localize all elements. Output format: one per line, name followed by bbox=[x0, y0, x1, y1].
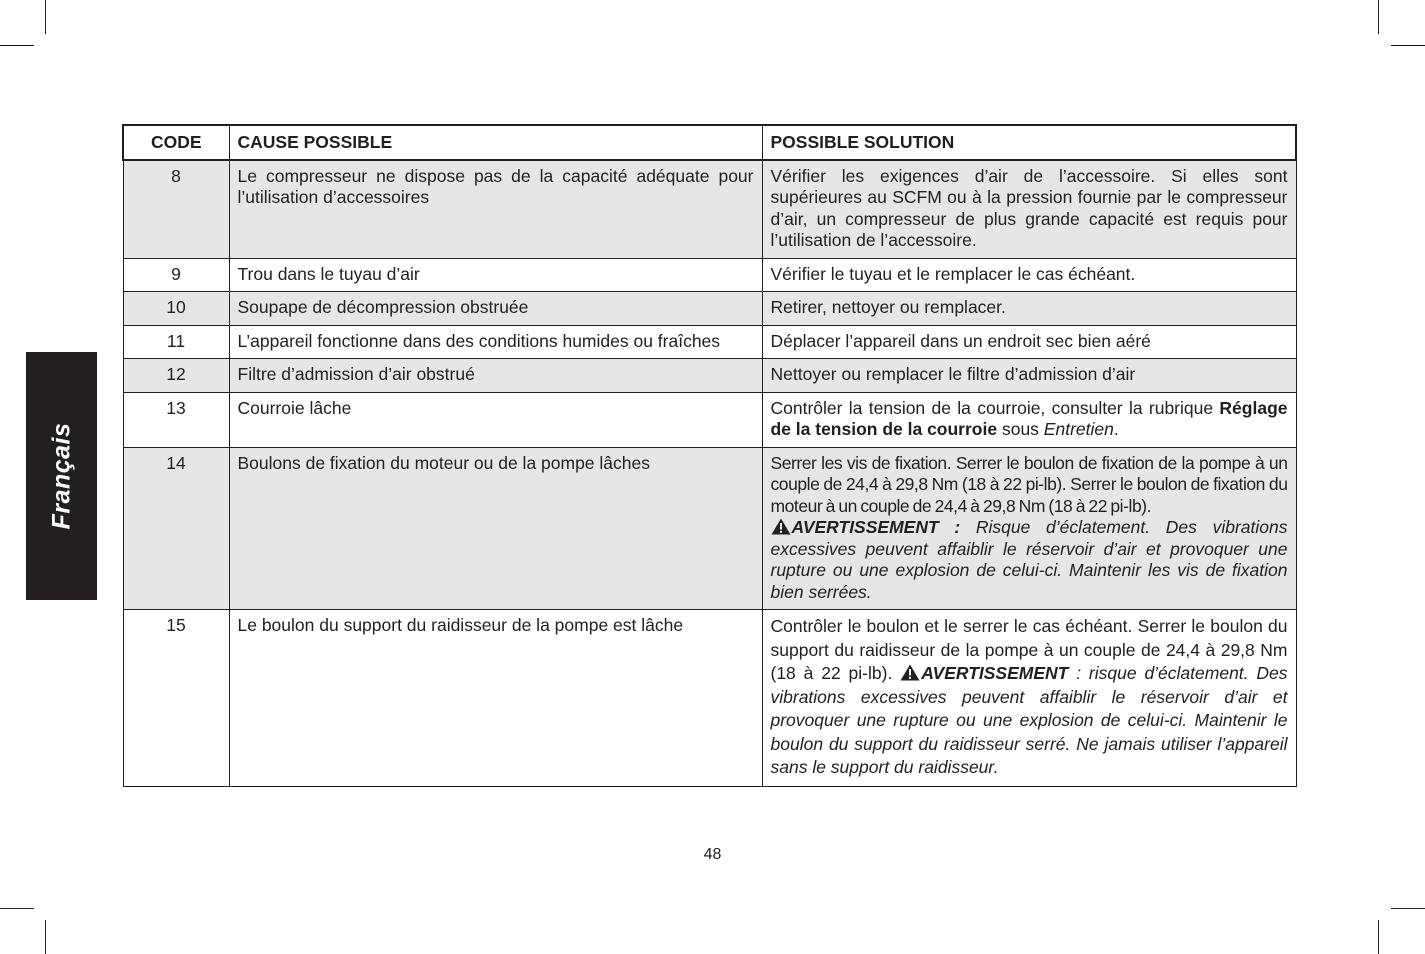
row-code: 12 bbox=[123, 359, 229, 393]
solution-text: . bbox=[1113, 419, 1119, 439]
row-code: 9 bbox=[123, 258, 229, 292]
warning-text: Risque d’éclatement. Des vibrations excessives peuvent affaiblir le réservoir d’air et provoquer une rupture ou une explosion de celui-ci. Maintenir les vis de fixation bien serrées. bbox=[770, 517, 1288, 602]
header-cause: CAUSE POSSIBLE bbox=[229, 125, 762, 160]
row-code: 14 bbox=[123, 447, 229, 610]
solution-text: sous bbox=[997, 419, 1044, 439]
row-solution: Déplacer l’appareil dans un endroit sec bien aéré bbox=[762, 325, 1296, 359]
row-cause: Le compresseur ne dispose pas de la capacité adéquate pour l’utilisation d’accessoires bbox=[229, 160, 762, 259]
troubleshooting-table bbox=[122, 124, 1297, 787]
solution-text: Serrer les vis de fixation. Serrer le boulon de fixation de la pompe à un couple de 24,4 à 29,8 Nm (18 à 22 pi-lb). Serrer le boulon de fixation du moteur à un couple de 24,4 à 29,8 Nm (18 à 22 pi-lb). bbox=[770, 452, 1288, 516]
row-cause: Le boulon du support du raidisseur de la pompe est lâche bbox=[229, 610, 762, 787]
crop-mark bbox=[1378, 920, 1379, 954]
table-row bbox=[123, 392, 1296, 447]
row-cause: Courroie lâche bbox=[229, 392, 762, 447]
header-solution: POSSIBLE SOLUTION bbox=[762, 125, 1296, 160]
language-tab-label: Français bbox=[47, 422, 75, 530]
row-cause: L’appareil fonctionne dans des conditions humides ou fraîches bbox=[229, 325, 762, 359]
crop-mark bbox=[1378, 0, 1379, 34]
solution-italic-reference: Entretien bbox=[1043, 419, 1114, 439]
crop-mark bbox=[1391, 908, 1425, 909]
warning-icon bbox=[900, 664, 920, 681]
row-code: 11 bbox=[123, 325, 229, 359]
solution-text: Contrôler le boulon et le serrer le cas échéant. Serrer le boulon du support du raidisseur de la pompe à un couple de 24,4 à 29,8 Nm (18 à 22 pi-lb). bbox=[770, 616, 1288, 683]
crop-mark bbox=[1391, 45, 1425, 46]
row-solution: Vérifier les exigences d’air de l’accessoire. Si elles sont supérieures au SCFM ou à la pression fournie par le compresseur d’air, un compresseur de plus grande capacité est requis pour l’utilisation de l’accessoire. bbox=[762, 160, 1296, 259]
page-number: 48 bbox=[703, 846, 722, 863]
row-code: 13 bbox=[123, 392, 229, 447]
warning-icon bbox=[771, 518, 791, 535]
row-code: 8 bbox=[123, 160, 229, 259]
row-solution bbox=[762, 392, 1296, 447]
row-cause: Filtre d’admission d’air obstrué bbox=[229, 359, 762, 393]
row-solution: Vérifier le tuyau et le remplacer le cas échéant. bbox=[762, 258, 1296, 292]
row-solution bbox=[762, 447, 1296, 610]
row-solution: Nettoyer ou remplacer le filtre d’admission d’air bbox=[762, 359, 1296, 393]
table-row bbox=[123, 447, 1296, 610]
row-cause: Trou dans le tuyau d’air bbox=[229, 258, 762, 292]
row-cause: Boulons de fixation du moteur ou de la pompe lâches bbox=[229, 447, 762, 610]
row-solution bbox=[762, 610, 1296, 787]
table-row bbox=[123, 359, 1296, 393]
header-code: CODE bbox=[123, 125, 229, 160]
table-row bbox=[123, 610, 1296, 787]
solution-bold-reference: Réglage de la tension de la courroie bbox=[770, 397, 1288, 439]
table-row bbox=[123, 325, 1296, 359]
table-row bbox=[123, 292, 1296, 326]
row-solution: Retirer, nettoyer ou remplacer. bbox=[762, 292, 1296, 326]
row-cause: Soupape de décompression obstruée bbox=[229, 292, 762, 326]
crop-mark bbox=[0, 908, 34, 909]
row-code: 10 bbox=[123, 292, 229, 326]
table-row bbox=[123, 160, 1296, 259]
table-header-row bbox=[123, 125, 1296, 160]
warning-label: AVERTISSEMENT bbox=[921, 663, 1069, 683]
crop-mark bbox=[45, 920, 46, 954]
row-code: 15 bbox=[123, 610, 229, 787]
warning-text: : risque d’éclatement. Des vibrations excessives peuvent affaiblir le réservoir d’air et provoquer une rupture ou une explosion de celui-ci. Maintenir le boulon du support du raidisseur serré. Ne jamais utiliser l’appareil sans le support du raidisseur. bbox=[770, 663, 1288, 777]
crop-mark bbox=[0, 45, 34, 46]
table-row bbox=[123, 258, 1296, 292]
crop-mark bbox=[45, 0, 46, 34]
warning-label: AVERTISSEMENT : bbox=[791, 517, 961, 537]
language-tab bbox=[26, 352, 97, 600]
solution-text: Contrôler la tension de la courroie, consulter la rubrique bbox=[770, 397, 1220, 418]
